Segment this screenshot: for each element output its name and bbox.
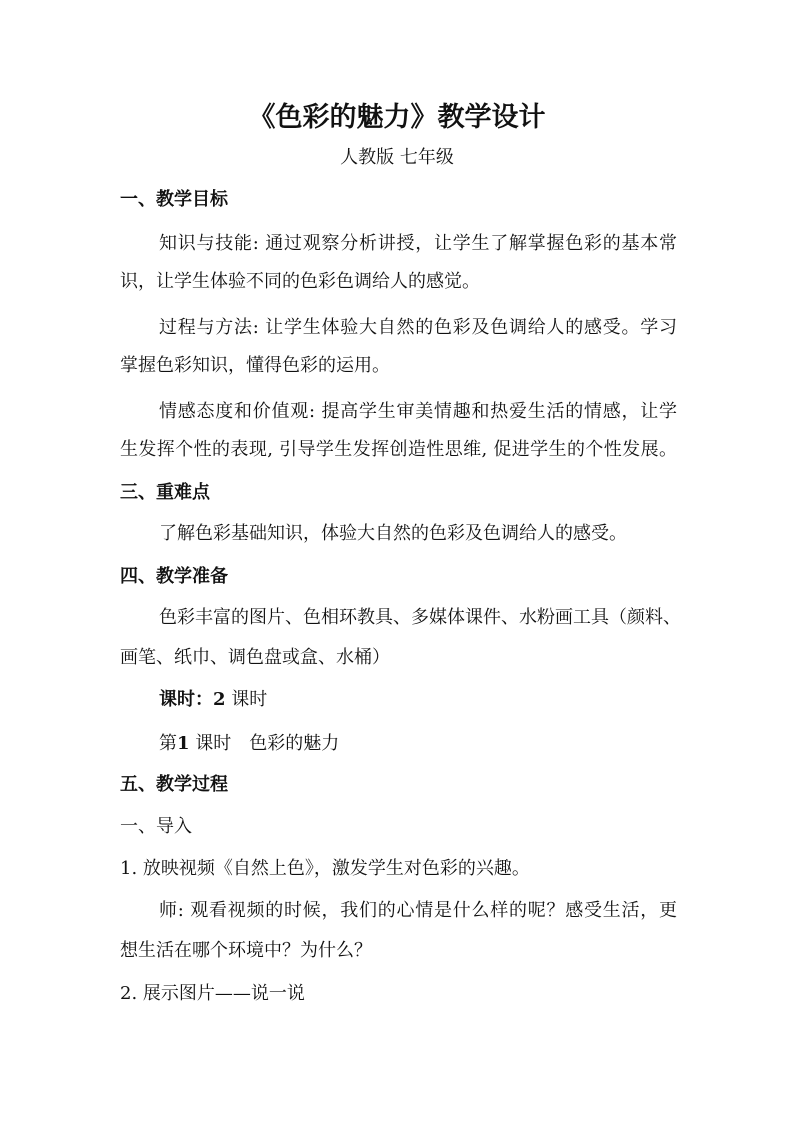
goal-knowledge-line-1: 知识与技能: 通过观察分析讲授，让学生了解掌握色彩的基本常	[159, 233, 677, 254]
goal-emotion-line-1: 情感态度和价值观: 提高学生审美情趣和热爱生活的情感，让学	[159, 401, 677, 422]
document-subtitle: 人教版 七年级	[340, 147, 454, 168]
document-title: 《色彩的魅力》教学设计	[248, 102, 546, 133]
preparation-line-2: 画笔、纸巾、调色盘或盒、水桶）	[120, 647, 390, 668]
goal-emotion-line-2: 生发挥个性的表现, 引导学生发挥创造性思维, 促进学生的个性发展。	[120, 439, 677, 460]
class-hours-unit: 课时	[225, 689, 268, 710]
class-hours	[159, 688, 267, 712]
section-heading-goals: 一、教学目标	[120, 189, 228, 210]
process-step-1: 1. 放映视频《自然上色》，激发学生对色彩的兴趣。	[120, 858, 530, 879]
lesson-one-title	[159, 732, 339, 756]
class-hours-label: 课时：2	[159, 689, 226, 710]
goal-process-line-2: 掌握色彩知识，懂得色彩的运用。	[120, 355, 390, 376]
preparation-line-1: 色彩丰富的图片、色相环教具、多媒体课件、水粉画工具（颜料、	[159, 607, 681, 628]
goal-knowledge-line-2: 识，让学生体验不同的色彩色调给人的感觉。	[120, 271, 480, 292]
goal-process-line-1: 过程与方法: 让学生体验大自然的色彩及色调给人的感受。学习	[159, 317, 677, 338]
section-heading-keypoints: 三、重难点	[120, 482, 210, 503]
lesson-one-text: 课时 色彩的魅力	[189, 733, 340, 754]
section-heading-process: 五、教学过程	[120, 774, 228, 795]
section-heading-preparation: 四、教学准备	[120, 566, 228, 587]
lesson-one-prefix: 第	[159, 733, 177, 754]
process-step-2: 2. 展示图片——说一说	[120, 983, 305, 1004]
teacher-line-2: 想生活在哪个环境中？为什么？	[120, 940, 372, 961]
lesson-one-number: 1	[177, 733, 190, 754]
teacher-line-1: 师: 观看视频的时候，我们的心情是什么样的呢？感受生活，更	[159, 900, 677, 921]
keypoints-text: 了解色彩基础知识，体验大自然的色彩及色调给人的感受。	[159, 523, 627, 544]
process-step-intro: 一、导入	[120, 816, 192, 837]
